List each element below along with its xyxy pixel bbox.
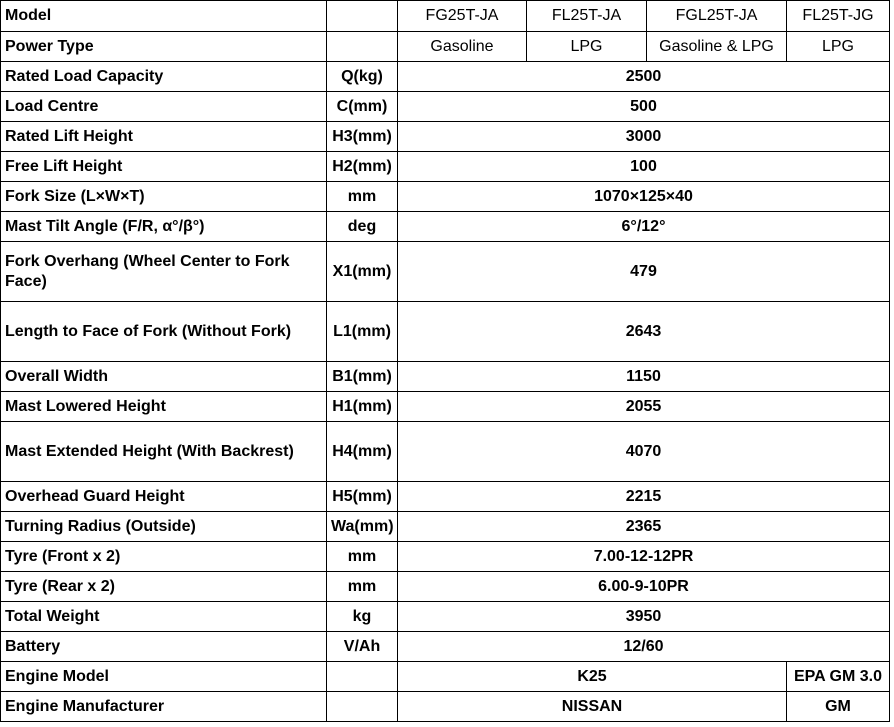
model-cell: FL25T-JA (527, 1, 647, 32)
spec-row (1, 182, 890, 212)
row-label: Fork Size (L×W×T) (1, 182, 327, 212)
row-label: Fork Overhang (Wheel Center to Fork Face) (1, 242, 327, 302)
row-value: 4070 (398, 422, 890, 482)
spec-row (1, 542, 890, 572)
spec-row (1, 302, 890, 362)
row-unit: C(mm) (327, 92, 398, 122)
spec-row (1, 212, 890, 242)
row-value: 1070×125×40 (398, 182, 890, 212)
row-label: Length to Face of Fork (Without Fork) (1, 302, 327, 362)
spec-row (1, 512, 890, 542)
row-value: 1150 (398, 362, 890, 392)
row-unit: Wa(mm) (327, 512, 398, 542)
row-label: Engine Manufacturer (1, 692, 327, 722)
spec-row (1, 152, 890, 182)
row-label: Battery (1, 632, 327, 662)
row-value-last: GM (787, 692, 890, 722)
row-unit (327, 1, 398, 32)
row-unit: H4(mm) (327, 422, 398, 482)
row-unit (327, 692, 398, 722)
spec-row (1, 422, 890, 482)
row-unit: X1(mm) (327, 242, 398, 302)
row-unit: kg (327, 602, 398, 632)
row-unit: H2(mm) (327, 152, 398, 182)
row-label: Rated Lift Height (1, 122, 327, 152)
spec-row (1, 482, 890, 512)
spec-row (1, 572, 890, 602)
row-value: 3000 (398, 122, 890, 152)
row-label: Power Type (1, 32, 327, 62)
row-label: Tyre (Front x 2) (1, 542, 327, 572)
row-unit: Q(kg) (327, 62, 398, 92)
row-unit (327, 662, 398, 692)
spec-row (1, 62, 890, 92)
row-value: 3950 (398, 602, 890, 632)
row-value: 6.00-9-10PR (398, 572, 890, 602)
model-cell: FGL25T-JA (647, 1, 787, 32)
row-value: 2643 (398, 302, 890, 362)
engine-manufacturer-row (1, 692, 890, 722)
row-unit: H5(mm) (327, 482, 398, 512)
row-value: NISSAN (398, 692, 787, 722)
row-value: 2055 (398, 392, 890, 422)
power-type-cell: LPG (787, 32, 890, 62)
row-value: 2500 (398, 62, 890, 92)
power-type-cell: Gasoline (398, 32, 527, 62)
spec-row (1, 242, 890, 302)
row-unit (327, 32, 398, 62)
engine-model-row (1, 662, 890, 692)
power-type-cell: Gasoline & LPG (647, 32, 787, 62)
row-label: Rated Load Capacity (1, 62, 327, 92)
row-value: 100 (398, 152, 890, 182)
row-unit: deg (327, 212, 398, 242)
model-row (1, 1, 890, 32)
row-label: Mast Extended Height (With Backrest) (1, 422, 327, 482)
row-label: Overhead Guard Height (1, 482, 327, 512)
row-label: Model (1, 1, 327, 32)
spec-row (1, 632, 890, 662)
row-label: Engine Model (1, 662, 327, 692)
row-value: K25 (398, 662, 787, 692)
row-unit: H3(mm) (327, 122, 398, 152)
row-value: 12/60 (398, 632, 890, 662)
row-label: Mast Lowered Height (1, 392, 327, 422)
row-value: 6°/12° (398, 212, 890, 242)
spec-row (1, 392, 890, 422)
power-type-cell: LPG (527, 32, 647, 62)
row-label: Total Weight (1, 602, 327, 632)
spec-row (1, 362, 890, 392)
row-value: 7.00-12-12PR (398, 542, 890, 572)
row-value: 2215 (398, 482, 890, 512)
spec-row (1, 122, 890, 152)
row-label: Overall Width (1, 362, 327, 392)
row-label: Free Lift Height (1, 152, 327, 182)
row-unit: mm (327, 182, 398, 212)
row-value: 479 (398, 242, 890, 302)
model-cell: FL25T-JG (787, 1, 890, 32)
row-label: Mast Tilt Angle (F/R, α°/β°) (1, 212, 327, 242)
row-unit: V/Ah (327, 632, 398, 662)
row-unit: B1(mm) (327, 362, 398, 392)
row-label: Turning Radius (Outside) (1, 512, 327, 542)
row-unit: mm (327, 542, 398, 572)
row-value: 500 (398, 92, 890, 122)
row-unit: L1(mm) (327, 302, 398, 362)
row-unit: mm (327, 572, 398, 602)
row-value-last: EPA GM 3.0 (787, 662, 890, 692)
row-label: Load Centre (1, 92, 327, 122)
spec-row (1, 602, 890, 632)
spec-row (1, 92, 890, 122)
model-cell: FG25T-JA (398, 1, 527, 32)
row-value: 2365 (398, 512, 890, 542)
power-type-row (1, 32, 890, 62)
row-unit: H1(mm) (327, 392, 398, 422)
row-label: Tyre (Rear x 2) (1, 572, 327, 602)
